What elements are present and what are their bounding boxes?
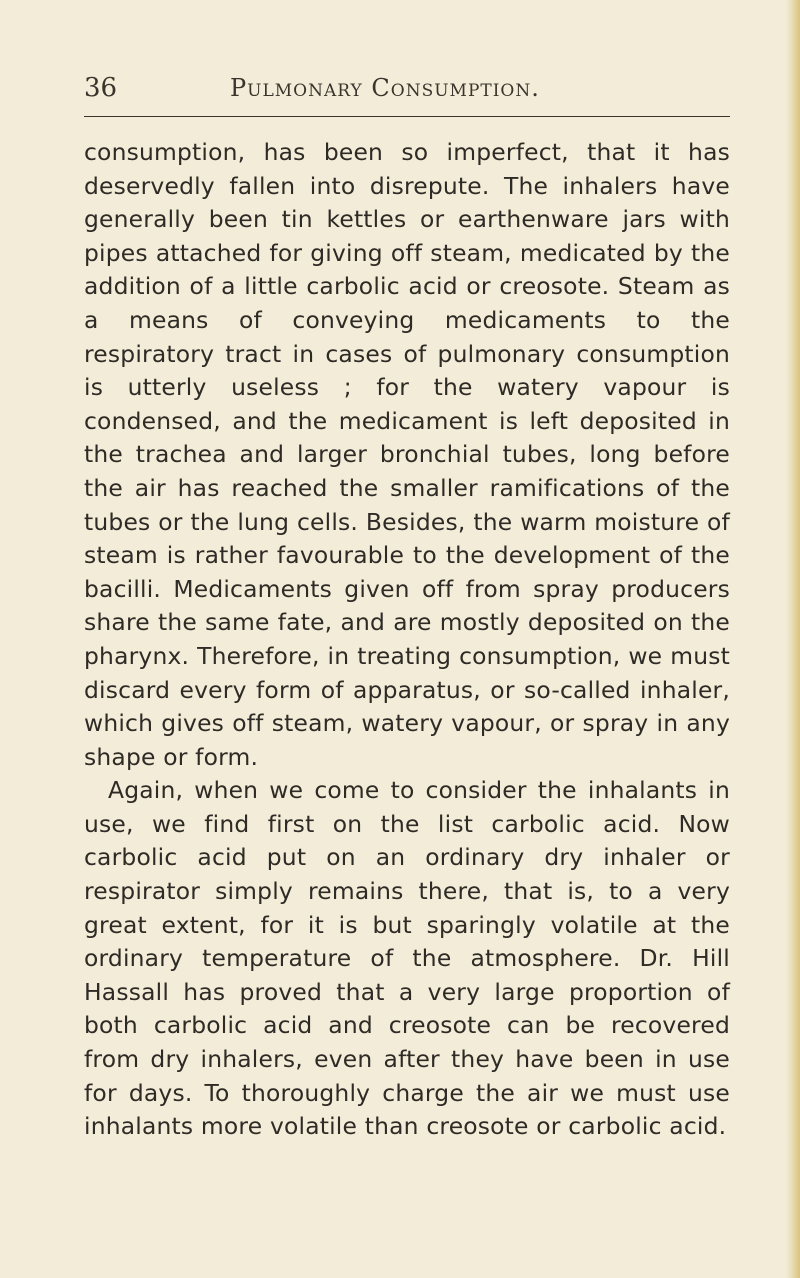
body-text xyxy=(84,136,730,1144)
running-title: Pulmonary Consumption. xyxy=(230,74,540,102)
page-edge xyxy=(786,0,800,1278)
page-number: 36 xyxy=(84,73,118,103)
paragraph: Again, when we come to consider the inhalants in use, we find first on the list carbolic acid. Now carbolic acid put on an ordinary dry inhaler or respirator simply remains there, that is, to a very great extent, for it is but sparingly volatile at the ordinary temperature of the atmosphere. Dr. Hill Hassall has proved that a very large proportion of both carbolic acid and creosote can be recovered from dry inhalers, even after they have been in use for days. To thoroughly charge the air we must use inhalants more volatile than creosote or carbolic acid. xyxy=(84,776,730,1141)
page-header xyxy=(84,70,744,110)
paragraph: consumption, has been so imperfect, that it has deservedly fallen into disrepute. The inhalers have generally been tin kettles or earthenware jars with pipes attached for giving off steam, medicated by the addition of a little carbolic acid or creosote. Steam as a means of conveying medicaments to the respiratory tract in cases of pulmonary consumption is utterly useless ; for the watery vapour is condensed, and the medicament is left deposited in the trachea and larger bronchial tubes, long before the air has reached the smaller ramifications of the tubes or the lung cells. Besides, the warm moisture of steam is rather favourable to the development of the bacilli. Medicaments given off from spray producers share the same fate, and are mostly deposited on the pharynx. Therefore, in treating consumption, we must discard every form of apparatus, or so-called inhaler, which gives off steam, watery vapour, or spray in any shape or form. xyxy=(84,138,730,771)
header-rule xyxy=(84,116,730,117)
